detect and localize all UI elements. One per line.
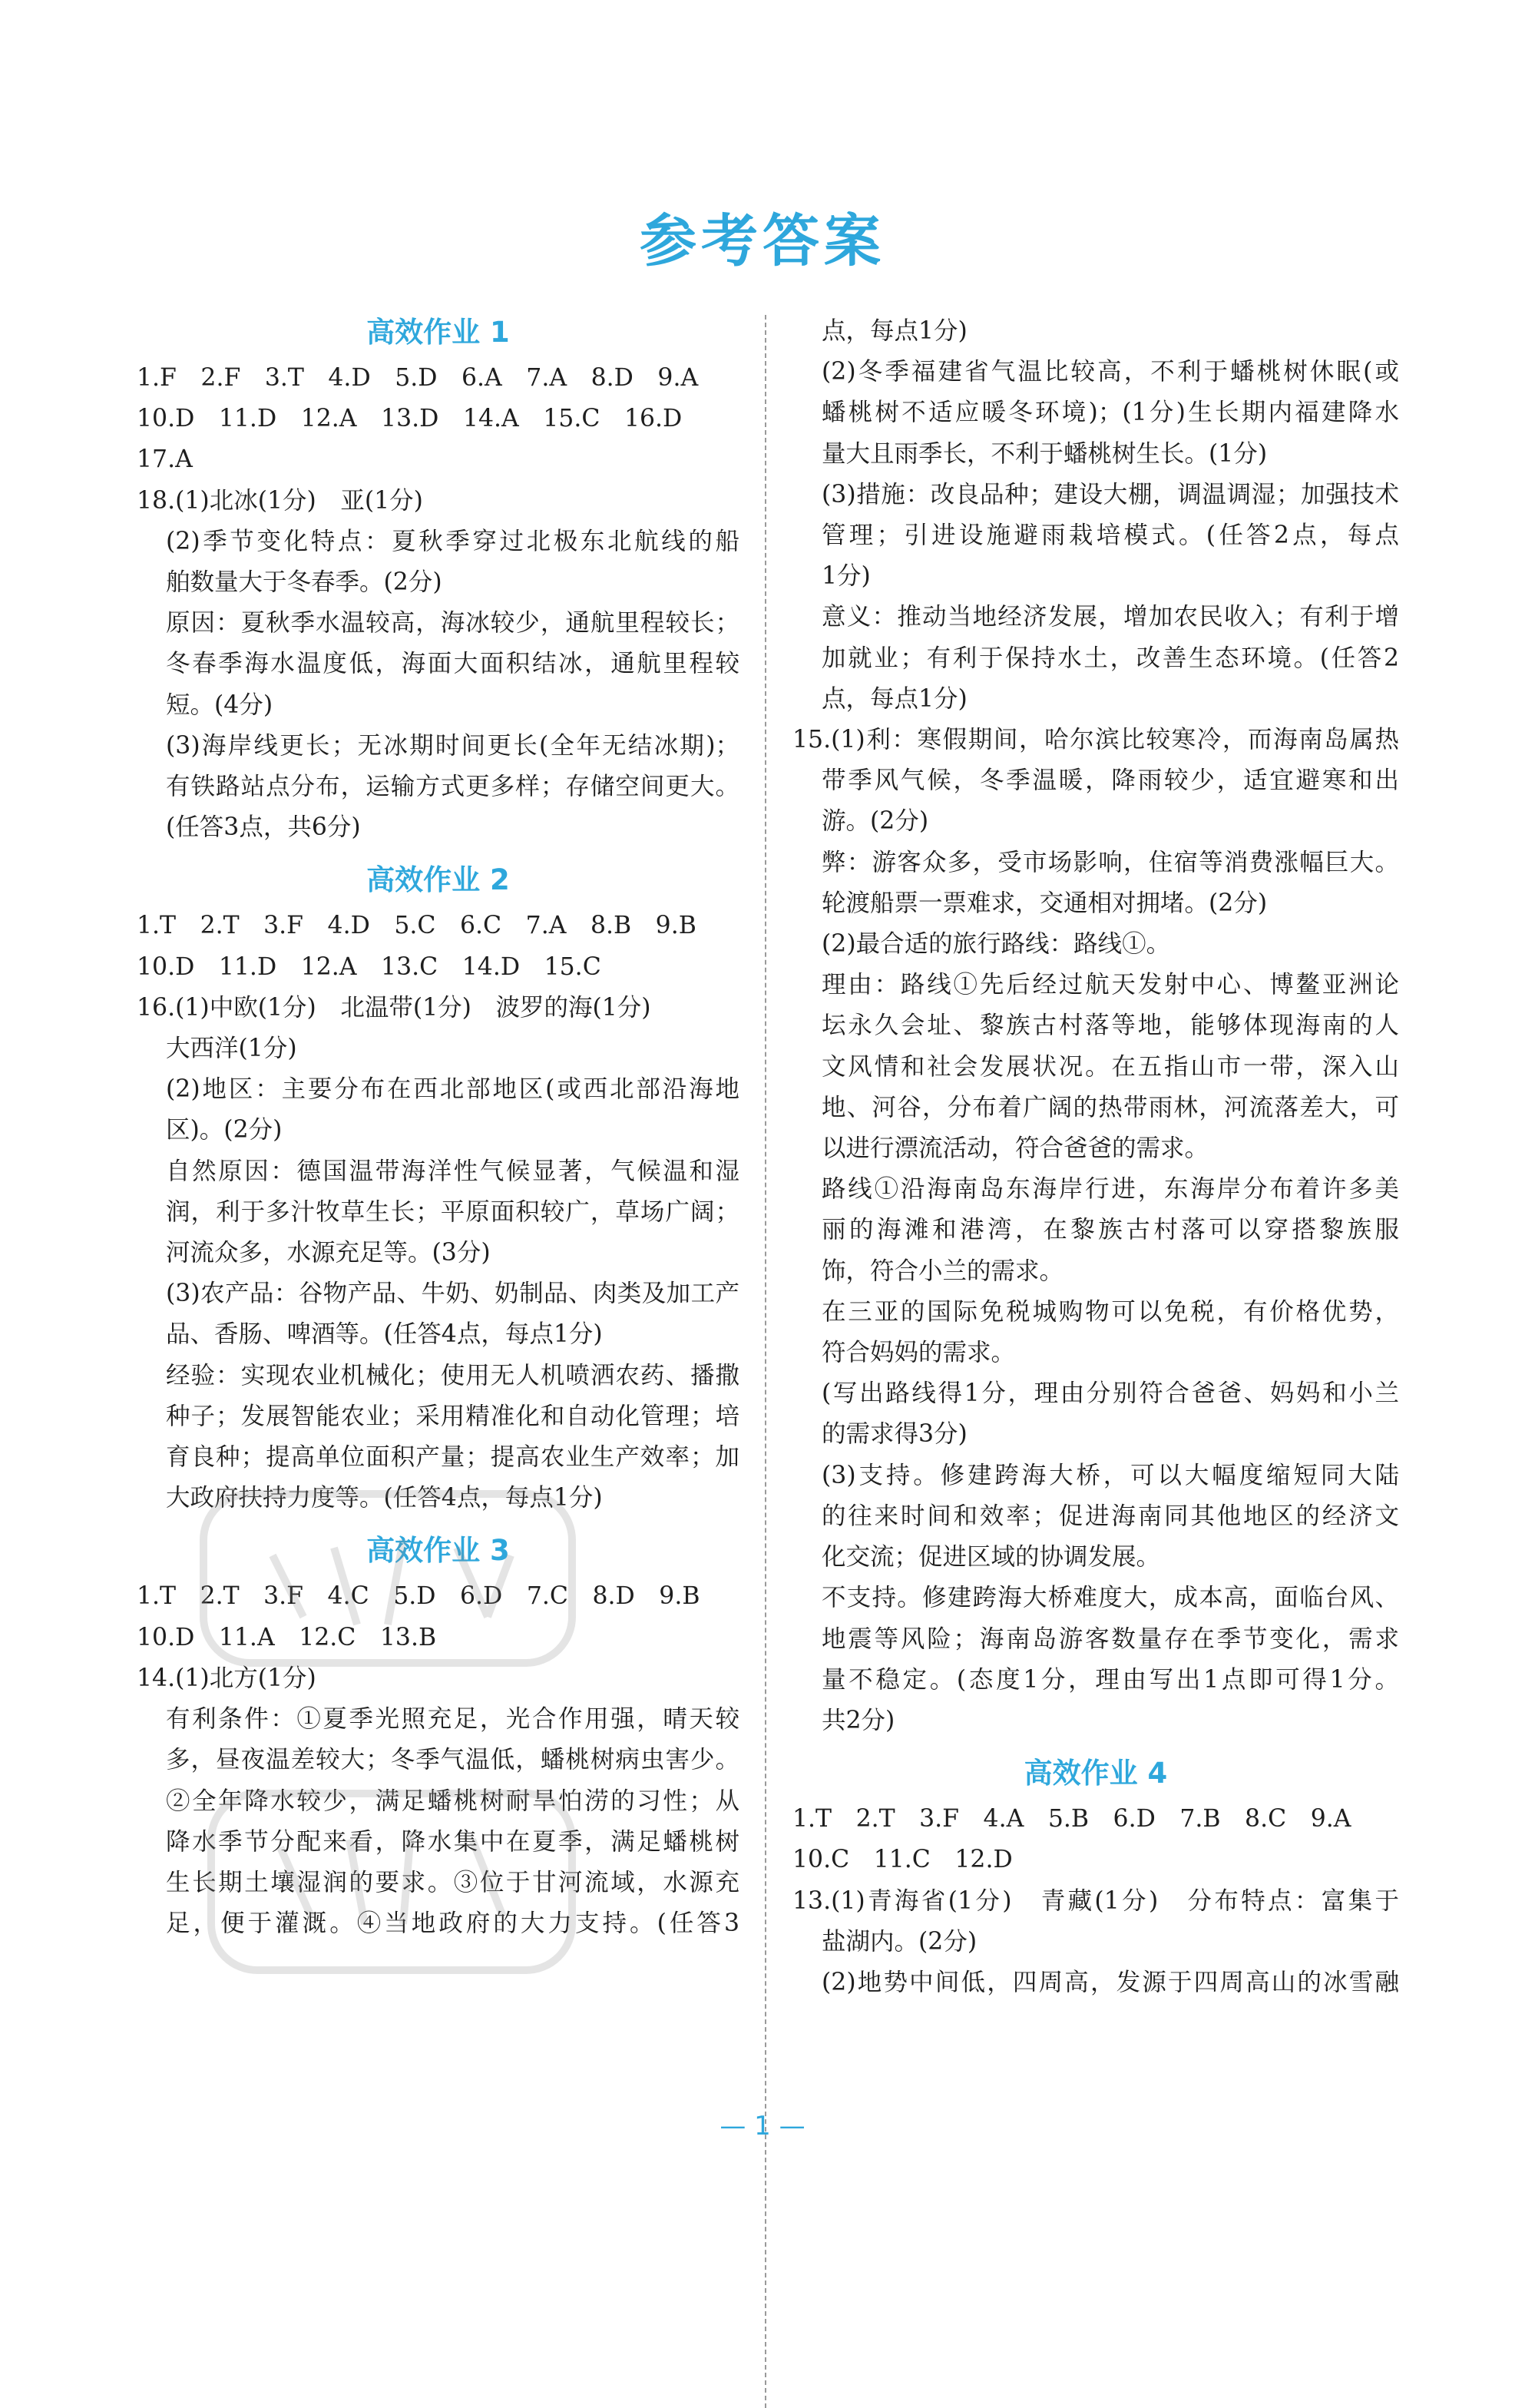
answer-line: (任答3点，共6分) <box>166 813 361 842</box>
answer-line: (2)地势中间低，四周高，发源于四周高山的冰雪融 <box>822 1968 1399 1996</box>
answer-line: (2)冬季福建省气温比较高，不利于蟠桃树休眠(或 <box>822 358 1399 386</box>
answer-line: 加就业；有利于保持水土，改善生态环境。(任答2 <box>822 644 1399 672</box>
answer-line: (2)地区：主要分布在西北部地区(或西北部沿海地 <box>166 1075 739 1104</box>
answer-line: 生长期土壤湿润的要求。③位于甘河流域，水源充 <box>166 1868 739 1896</box>
answer-line: 短。(4分) <box>166 691 273 719</box>
answer-line: 舶数量大于冬春季。(2分) <box>166 568 442 597</box>
answer-line: 轮渡船票一票难求，交通相对拥堵。(2分) <box>822 889 1268 917</box>
answer-line: 1.T 2.T 3.F 4.A 5.B 6.D 7.B 8.C 9.A <box>792 1805 1351 1833</box>
answer-line: 经验：实现农业机械化；使用无人机喷洒农药、播撒 <box>166 1361 739 1389</box>
answer-line: 10.C 11.C 12.D <box>792 1846 1013 1874</box>
answer-line: 自然原因：德国温带海洋性气候显著，气候温和湿 <box>166 1157 739 1185</box>
answer-line: ②全年降水较少，满足蟠桃树耐旱怕涝的习性；从 <box>166 1787 739 1815</box>
answer-line: 16.(1)中欧(1分) 北温带(1分) 波罗的海(1分) <box>137 993 651 1022</box>
answer-line: 10.D 11.A 12.C 13.B <box>137 1623 437 1651</box>
answer-line: 河流众多，水源充足等。(3分) <box>166 1239 491 1267</box>
answer-line: 地、河谷，分布着广阔的热带雨林，河流落差大，可 <box>822 1093 1399 1121</box>
answer-line: 路线①沿海南岛东海岸行进，东海岸分布着许多美 <box>822 1175 1399 1204</box>
answer-line: 的需求得3分) <box>822 1420 968 1449</box>
answer-line: 量不稳定。(态度1分，理由写出1点即可得1分。 <box>822 1665 1399 1694</box>
column-divider <box>765 315 766 2408</box>
answer-line: 蟠桃树不适应暖冬环境)；(1分)生长期内福建降水 <box>822 399 1399 427</box>
answer-line: 17.A <box>137 445 193 474</box>
answer-line: 丽的海滩和港湾，在黎族古村落可以穿搭黎族服 <box>822 1216 1399 1244</box>
page-number: — 1 — <box>719 2111 806 2141</box>
answer-line: 地震等风险；海南岛游客数量存在季节变化，需求 <box>822 1625 1399 1653</box>
section-heading-1: 高效作业 1 <box>366 316 510 349</box>
answer-line: 区)。(2分) <box>166 1116 283 1144</box>
answer-line: 种子；发展智能农业；采用精准化和自动化管理；培 <box>166 1402 739 1430</box>
answer-line: 足，便于灌溉。④当地政府的大力支持。(任答3 <box>166 1910 739 1938</box>
page-title: 参考答案 <box>640 208 885 274</box>
answer-line: 带季风气候，冬季温暖，降雨较少，适宜避寒和出 <box>822 767 1399 795</box>
answer-line: 量大且雨季长，不利于蟠桃树生长。(1分) <box>822 439 1268 468</box>
answer-line: 冬春季海水温度低，海面大面积结冰，通航里程较 <box>166 650 739 678</box>
answer-line: 盐湖内。(2分) <box>822 1927 978 1956</box>
answer-line: 坛永久会址、黎族古村落等地，能够体现海南的人 <box>822 1012 1399 1040</box>
right-column <box>792 311 1399 2003</box>
answer-line: (2)季节变化特点：夏秋季穿过北极东北航线的船 <box>166 527 739 555</box>
answer-line: 育良种；提高单位面积产量；提高农业生产效率；加 <box>166 1443 739 1472</box>
section-heading-3: 高效作业 3 <box>366 1534 510 1568</box>
answer-line: 多，昼夜温差较大；冬季气温低，蟠桃树病虫害少。 <box>166 1746 739 1774</box>
answer-line: 润，利于多汁牧草生长；平原面积较广，草场广阔； <box>166 1197 739 1226</box>
answer-line: 共2分) <box>822 1706 895 1734</box>
answer-line: (3)支持。修建跨海大桥，可以大幅度缩短同大陆 <box>822 1461 1399 1489</box>
answer-line: 化交流；促进区域的协调发展。 <box>822 1543 1161 1572</box>
answer-line: 14.(1)北方(1分) <box>137 1664 316 1692</box>
answer-line: 符合妈妈的需求。 <box>822 1339 1016 1367</box>
answer-line: 在三亚的国际免税城购物可以免税，有价格优势， <box>822 1297 1399 1326</box>
answer-line: 管理；引进设施避雨栽培模式。(任答2点，每点 <box>822 522 1399 550</box>
answer-line: (3)农产品：谷物产品、牛奶、奶制品、肉类及加工产 <box>166 1280 739 1308</box>
answer-line: 大政府扶持力度等。(任答4点，每点1分) <box>166 1484 603 1512</box>
answer-line: 的往来时间和效率；促进海南同其他地区的经济文 <box>822 1502 1399 1530</box>
answer-line: (2)最合适的旅行路线：路线①。 <box>822 930 1171 959</box>
answer-line: 理由：路线①先后经过航天发射中心、博鳌亚洲论 <box>822 971 1399 999</box>
answer-line: 15.(1)利：寒假期间，哈尔滨比较寒冷，而海南岛属热 <box>792 726 1399 754</box>
answer-line: 13.(1)青海省(1分) 青藏(1分) 分布特点：富集于 <box>792 1886 1399 1915</box>
section-heading-2: 高效作业 2 <box>366 863 510 897</box>
answer-line: 大西洋(1分) <box>166 1035 297 1063</box>
answer-line: 意义：推动当地经济发展，增加农民收入；有利于增 <box>822 603 1399 631</box>
answer-line: 文风情和社会发展状况。在五指山市一带，深入山 <box>822 1052 1399 1081</box>
answer-line: 原因：夏秋季水温较高，海冰较少，通航里程较长； <box>166 609 739 638</box>
left-column <box>137 311 739 1944</box>
answer-line: 10.D 11.D 12.A 13.D 14.A 15.C 16.D <box>137 405 683 433</box>
answer-line: 饰，符合小兰的需求。 <box>822 1257 1064 1285</box>
answer-line: 1.F 2.F 3.T 4.D 5.D 6.A 7.A 8.D 9.A <box>137 364 699 392</box>
answer-line: 以进行漂流活动，符合爸爸的需求。 <box>822 1134 1209 1163</box>
answer-line: 1.T 2.T 3.F 4.D 5.C 6.C 7.A 8.B 9.B <box>137 912 696 940</box>
answer-line: (3)海岸线更长；无冰期时间更长(全年无结冰期)； <box>166 731 739 760</box>
answer-line: 有利条件：①夏季光照充足，光合作用强，晴天较 <box>166 1705 739 1734</box>
answer-line: 降水季节分配来看，降水集中在夏季，满足蟠桃树 <box>166 1827 739 1856</box>
answer-line: 点，每点1分) <box>822 684 968 713</box>
answer-line: 1分) <box>822 562 871 591</box>
answer-line: 有铁路站点分布，运输方式更多样；存储空间更大。 <box>166 773 739 801</box>
section-heading-4: 高效作业 4 <box>1024 1757 1168 1790</box>
answer-line: 游。(2分) <box>822 807 929 836</box>
answer-line: 品、香肠、啤酒等。(任答4点，每点1分) <box>166 1320 603 1349</box>
answer-line: 18.(1)北冰(1分) 亚(1分) <box>137 486 423 515</box>
answer-line: 点，每点1分) <box>822 317 968 345</box>
answer-line: 10.D 11.D 12.A 13.C 14.D 15.C <box>137 952 601 981</box>
answer-line: 不支持。修建跨海大桥难度大，成本高，面临台风、 <box>822 1584 1399 1612</box>
answer-line: (写出路线得1分，理由分别符合爸爸、妈妈和小兰 <box>822 1380 1399 1408</box>
answer-line: 弊：游客众多，受市场影响，住宿等消费涨幅巨大。 <box>822 848 1399 876</box>
answer-line: 1.T 2.T 3.F 4.C 5.D 6.D 7.C 8.D 9.B <box>137 1582 700 1611</box>
answer-line: (3)措施：改良品种；建设大棚，调温调湿；加强技术 <box>822 480 1399 508</box>
